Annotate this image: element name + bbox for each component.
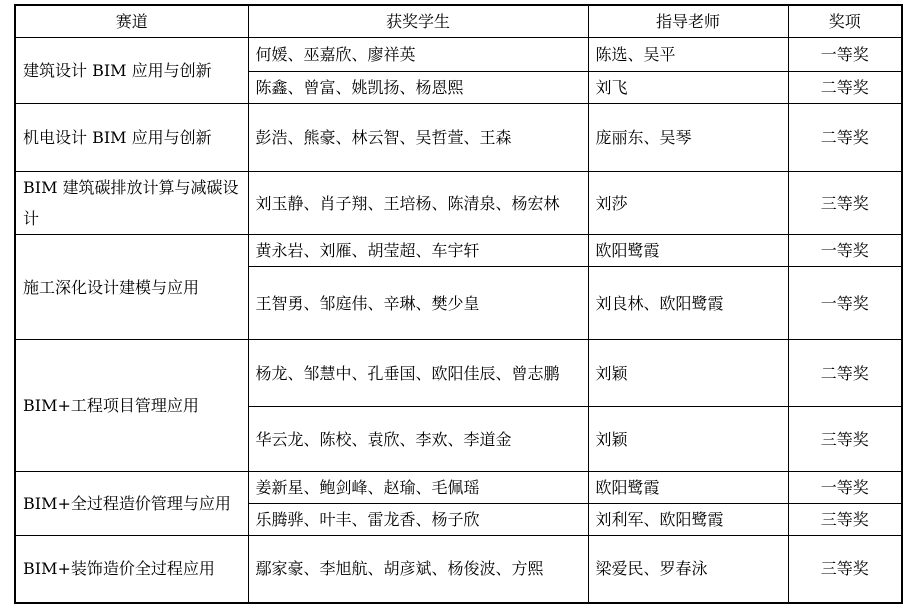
header-cell-students: 获奖学生 (248, 5, 588, 38)
header-row (15, 5, 902, 38)
teachers-cell: 陈选、吴平 (588, 38, 788, 72)
track-cell: 建筑设计 BIM 应用与创新 (15, 38, 248, 104)
students-cell: 何媛、巫嘉欣、廖祥英 (248, 38, 588, 72)
award-cell: 二等奖 (788, 72, 902, 104)
table-row (15, 172, 902, 235)
teachers-cell: 梁爱民、罗春泳 (588, 536, 788, 603)
teachers-cell: 刘颖 (588, 340, 788, 407)
header-cell-teachers: 指导老师 (588, 5, 788, 38)
track-cell: BIM+全过程造价管理与应用 (15, 472, 248, 536)
track-cell: 施工深化设计建模与应用 (15, 235, 248, 340)
award-cell: 一等奖 (788, 38, 902, 72)
students-cell: 乐腾骅、叶丰、雷龙香、杨子欣 (248, 504, 588, 536)
students-cell: 姜新星、鲍剑峰、赵瑜、毛佩瑶 (248, 472, 588, 504)
award-cell: 一等奖 (788, 267, 902, 340)
awards-table (14, 4, 903, 604)
teachers-cell: 刘飞 (588, 72, 788, 104)
students-cell: 陈鑫、曾富、姚凯扬、杨恩熙 (248, 72, 588, 104)
students-cell: 黄永岩、刘雁、胡莹超、车宇轩 (248, 235, 588, 267)
table-row (15, 536, 902, 603)
teachers-cell: 刘颖 (588, 407, 788, 472)
header-cell-track: 赛道 (15, 5, 248, 38)
track-cell: BIM+工程项目管理应用 (15, 340, 248, 472)
teachers-cell: 欧阳鹭霞 (588, 472, 788, 504)
award-cell: 二等奖 (788, 340, 902, 407)
award-cell: 三等奖 (788, 172, 902, 235)
award-cell: 三等奖 (788, 504, 902, 536)
award-cell: 二等奖 (788, 104, 902, 172)
track-cell: BIM+装饰造价全过程应用 (15, 536, 248, 603)
teachers-cell: 庞丽东、吴琴 (588, 104, 788, 172)
students-cell: 彭浩、熊豪、林云智、吴哲萱、王森 (248, 104, 588, 172)
table-row (15, 38, 902, 72)
track-cell: BIM 建筑碳排放计算与减碳设计 (15, 172, 248, 235)
header-cell-award: 奖项 (788, 5, 902, 38)
award-cell: 一等奖 (788, 472, 902, 504)
teachers-cell: 刘利军、欧阳鹭霞 (588, 504, 788, 536)
award-cell: 三等奖 (788, 536, 902, 603)
students-cell: 华云龙、陈校、袁欣、李欢、李道金 (248, 407, 588, 472)
track-cell: 机电设计 BIM 应用与创新 (15, 104, 248, 172)
table-row (15, 472, 902, 504)
table-row (15, 104, 902, 172)
teachers-cell: 刘莎 (588, 172, 788, 235)
students-cell: 杨龙、邹慧中、孔垂国、欧阳佳辰、曾志鹏 (248, 340, 588, 407)
award-cell: 三等奖 (788, 407, 902, 472)
teachers-cell: 刘良林、欧阳鹭霞 (588, 267, 788, 340)
students-cell: 王智勇、邹庭伟、辛琳、樊少皇 (248, 267, 588, 340)
students-cell: 刘玉静、肖子翔、王培杨、陈清泉、杨宏林 (248, 172, 588, 235)
teachers-cell: 欧阳鹭霞 (588, 235, 788, 267)
award-cell: 一等奖 (788, 235, 902, 267)
students-cell: 鄢家豪、李旭航、胡彦斌、杨俊波、方熙 (248, 536, 588, 603)
table-row (15, 340, 902, 407)
table-row (15, 235, 902, 267)
